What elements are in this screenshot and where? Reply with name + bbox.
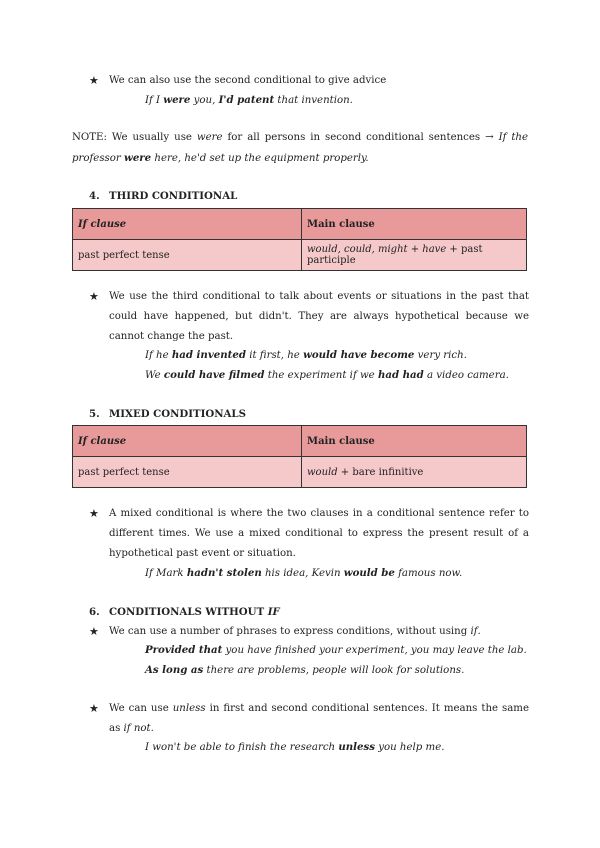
header-if-clause: If clause bbox=[73, 426, 302, 457]
bullet-mixed-text: A mixed conditional is where the two clauses in a conditional sentence refer to different times. We use a mixed conditional to express the present result of a hypothetical past event or situation. bbox=[109, 508, 529, 559]
star-icon: ★ bbox=[89, 507, 99, 520]
bullet-mixed bbox=[89, 504, 529, 564]
table-header-row bbox=[73, 209, 527, 240]
cell-if-clause: past perfect tense bbox=[73, 457, 302, 488]
example-advice: If I were you, I'd patent that invention. bbox=[145, 94, 353, 106]
cell-if-clause: past perfect tense bbox=[73, 240, 302, 271]
star-icon: ★ bbox=[89, 625, 99, 638]
heading-mixed-conditionals: 5. MIXED CONDITIONALS bbox=[89, 408, 246, 420]
heading-third-conditional: 4. THIRD CONDITIONAL bbox=[89, 190, 238, 202]
header-if-clause: If clause bbox=[73, 209, 302, 240]
star-icon: ★ bbox=[89, 702, 99, 715]
bullet-third bbox=[89, 287, 529, 347]
cell-main-clause: would + bare infinitive bbox=[302, 457, 527, 488]
bullet-without-1 bbox=[89, 622, 529, 642]
bullet-advice-text: We can also use the second conditional to give advice bbox=[109, 75, 387, 86]
example-as-long-as: As long as there are problems, people will look for solutions. bbox=[145, 664, 465, 676]
star-icon: ★ bbox=[89, 74, 99, 87]
bullet-third-text: We use the third conditional to talk about events or situations in the past that could have happened, but didn't. They are always hypothetical because we cannot change the past. bbox=[109, 291, 529, 342]
table-row bbox=[73, 457, 527, 488]
table-row bbox=[73, 240, 527, 271]
example-provided-that: Provided that you have finished your experiment, you may leave the lab. bbox=[145, 644, 527, 656]
example-third-2: We could have filmed the experiment if we had had a video camera. bbox=[145, 369, 509, 381]
table-mixed-conditionals bbox=[72, 425, 527, 488]
bullet-without-2-text: We can use unless in first and second conditional sentences. It means the same as if not. bbox=[109, 703, 529, 734]
table-third-conditional bbox=[72, 208, 527, 271]
note-paragraph: NOTE: We usually use were for all persons in second conditional sentences → If the professor were here, he'd set up the equipment properly. bbox=[72, 132, 529, 164]
example-mixed: If Mark hadn't stolen his idea, Kevin would be famous now. bbox=[145, 567, 463, 579]
table-header-row bbox=[73, 426, 527, 457]
example-third-1: If he had invented it first, he would have become very rich. bbox=[145, 349, 467, 361]
heading-conditionals-without-if: 6. CONDITIONALS WITHOUT IF bbox=[89, 606, 280, 618]
star-icon: ★ bbox=[89, 290, 99, 303]
bullet-advice bbox=[89, 71, 529, 91]
cell-main-clause: would, could, might + have + past participle bbox=[302, 240, 527, 271]
header-main-clause: Main clause bbox=[302, 426, 527, 457]
bullet-without-1-text: We can use a number of phrases to express conditions, without using if. bbox=[109, 626, 481, 637]
bullet-without-2 bbox=[89, 699, 529, 739]
example-unless: I won't be able to finish the research unless you help me. bbox=[145, 741, 445, 753]
header-main-clause: Main clause bbox=[302, 209, 527, 240]
